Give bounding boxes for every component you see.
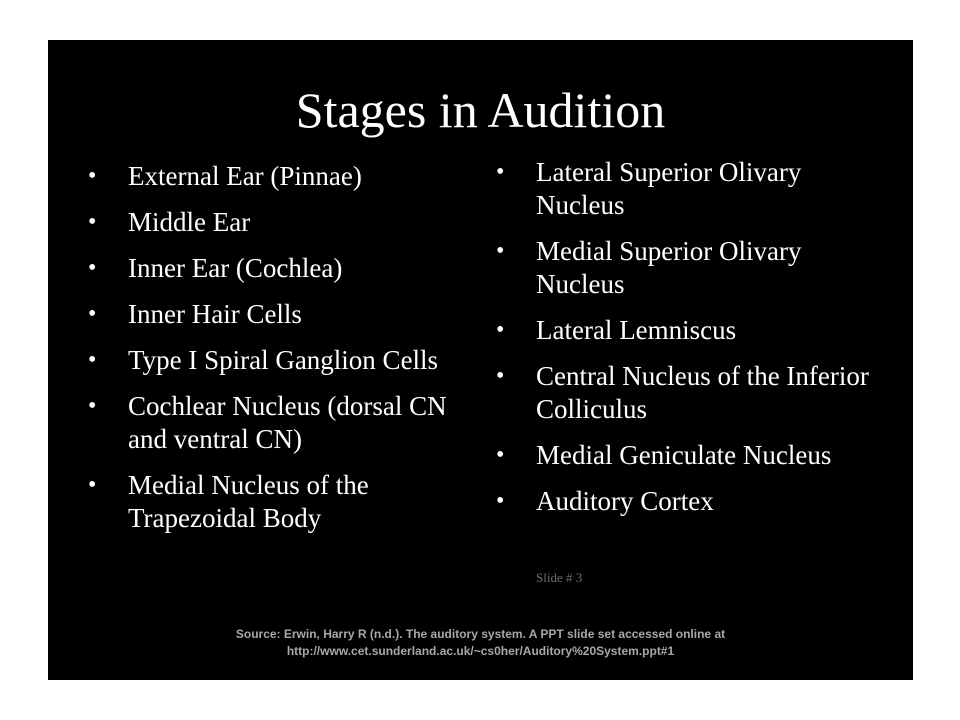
list-item-text: Lateral Superior Olivary Nucleus xyxy=(536,157,802,220)
list-item xyxy=(88,160,468,193)
bullet-icon: • xyxy=(496,488,505,514)
bullet-icon: • xyxy=(496,442,505,468)
list-item xyxy=(88,390,468,456)
source-line-1: Source: Erwin, Harry R (n.d.). The auditory system. A PPT slide set accessed online at xyxy=(235,627,726,641)
list-item-text: Medial Superior Olivary Nucleus xyxy=(536,236,802,299)
bullet-icon: • xyxy=(88,347,97,373)
bullet-icon: • xyxy=(88,472,97,498)
left-bullet-list xyxy=(88,160,468,548)
list-item-text: Cochlear Nucleus (dorsal CN and ventral CN) xyxy=(128,391,447,454)
bullet-icon: • xyxy=(496,363,505,389)
list-item-text: Type I Spiral Ganglion Cells xyxy=(128,345,439,375)
list-item xyxy=(496,360,896,426)
bullet-icon: • xyxy=(496,238,505,264)
slide-number: Slide # 3 xyxy=(536,570,583,585)
list-item-text: Central Nucleus of the Inferior Colliculus xyxy=(536,361,869,424)
bullet-icon: • xyxy=(88,209,97,235)
list-item xyxy=(496,485,896,518)
list-item xyxy=(496,314,896,347)
list-item xyxy=(496,235,896,301)
list-item-text: Medial Geniculate Nucleus xyxy=(536,440,832,470)
source-citation xyxy=(48,626,913,660)
list-item-text: Middle Ear xyxy=(128,207,251,237)
bullet-icon: • xyxy=(88,393,97,419)
list-item xyxy=(88,252,468,285)
bullet-icon: • xyxy=(496,317,505,343)
list-item xyxy=(496,156,896,222)
list-item-text: Lateral Lemniscus xyxy=(536,315,737,345)
bullet-icon: • xyxy=(88,301,97,327)
list-item xyxy=(496,439,896,472)
right-bullet-list xyxy=(496,156,896,531)
list-item-text: Auditory Cortex xyxy=(536,486,714,516)
bullet-icon: • xyxy=(88,255,97,281)
list-item-text: Medial Nucleus of the Trapezoidal Body xyxy=(128,470,369,533)
list-item xyxy=(88,344,468,377)
slide xyxy=(48,40,913,680)
source-url: http://www.cet.sunderland.ac.uk/~cs0her/Auditory%20System.ppt#1 xyxy=(286,644,675,658)
list-item xyxy=(88,206,468,239)
list-item xyxy=(88,298,468,331)
bullet-icon: • xyxy=(496,159,505,185)
list-item-text: External Ear (Pinnae) xyxy=(128,161,362,191)
bullet-icon: • xyxy=(88,163,97,189)
list-item-text: Inner Ear (Cochlea) xyxy=(128,253,343,283)
list-item-text: Inner Hair Cells xyxy=(128,299,302,329)
list-item xyxy=(88,469,468,535)
slide-title: Stages in Audition xyxy=(295,82,666,138)
